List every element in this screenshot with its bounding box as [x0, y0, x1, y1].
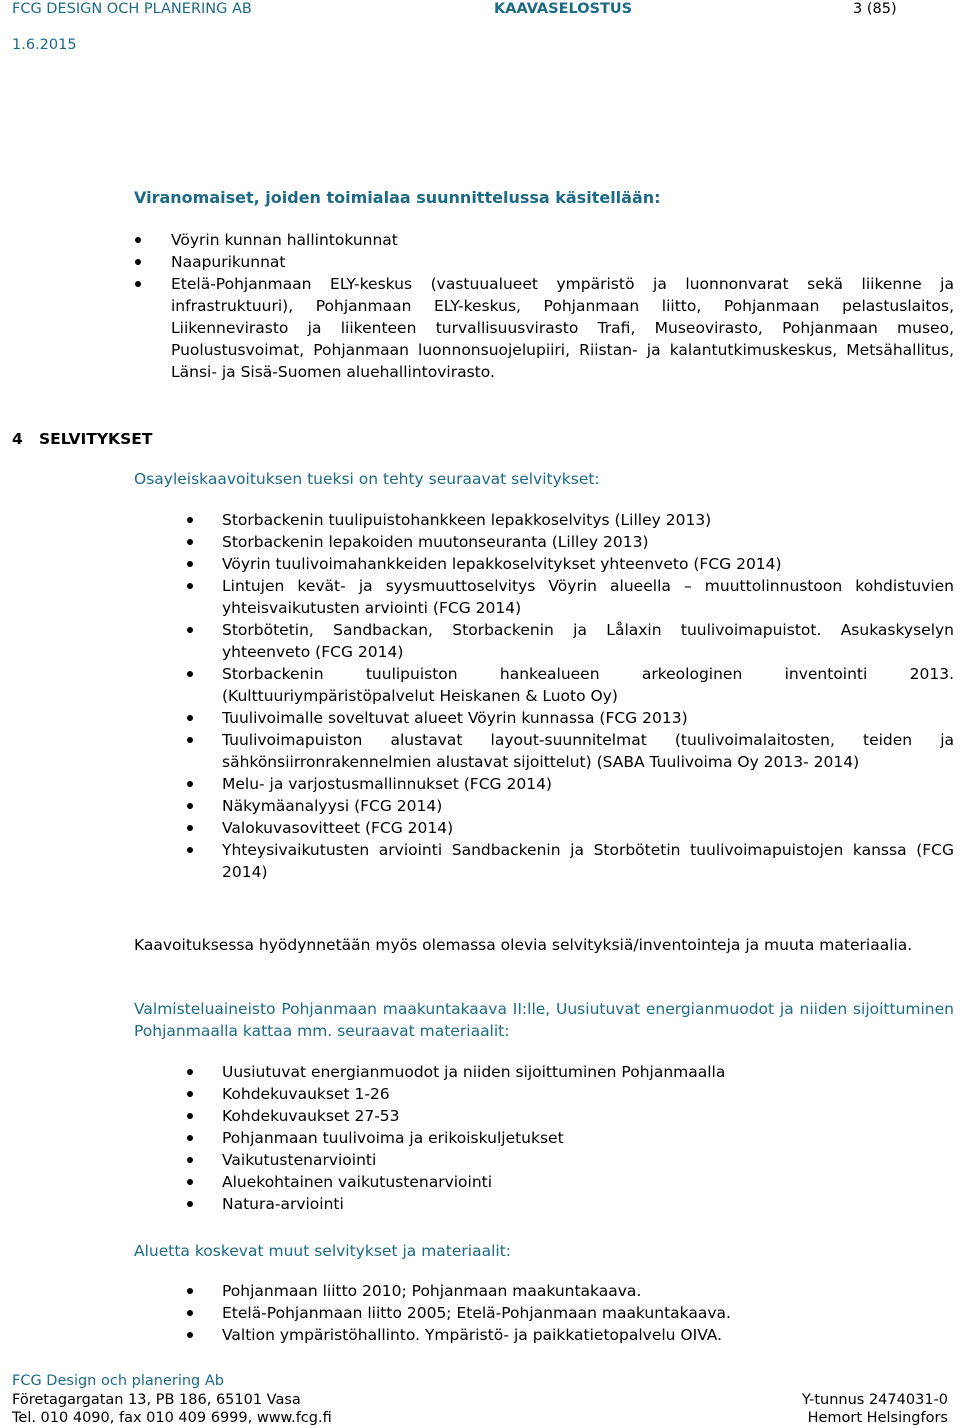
list-item: Uusiutuvat energianmuodot ja niiden sijoittuminen Pohjanmaalla	[184, 1061, 954, 1083]
list-item: Valokuvasovitteet (FCG 2014)	[184, 817, 954, 839]
bullet-icon	[187, 517, 193, 523]
section-title: SELVITYKSET	[39, 430, 153, 448]
bullet-icon	[135, 237, 141, 243]
bullet-icon	[187, 583, 193, 589]
area-materials-list	[184, 1280, 954, 1346]
bullet-icon	[187, 825, 193, 831]
footer-business-id: Y-tunnus 2474031-0	[801, 1392, 948, 1408]
studies-intro: Osayleiskaavoituksen tueksi on tehty seuraavat selvitykset:	[134, 470, 600, 488]
bullet-icon	[187, 671, 193, 677]
header-date: 1.6.2015	[12, 37, 77, 53]
list-item: Vöyrin tuulivoimahankkeiden lepakkoselvitykset yhteenveto (FCG 2014)	[184, 553, 954, 575]
list-item: Naapurikunnat	[134, 251, 954, 273]
area-materials-intro: Aluetta koskevat muut selvitykset ja materiaalit:	[134, 1242, 511, 1260]
footer-address: Företagargatan 13, PB 186, 65101 Vasa	[12, 1392, 301, 1408]
bullet-icon	[135, 281, 141, 287]
footer-contact: Tel. 010 4090, fax 010 409 6999, www.fcg.fi	[12, 1410, 332, 1426]
list-item: Valtion ympäristöhallinto. Ympäristö- ja paikkatietopalvelu OIVA.	[184, 1324, 954, 1346]
header-company: FCG DESIGN OCH PLANERING AB	[12, 1, 252, 17]
header-page-number: 3 (85)	[853, 1, 897, 17]
header-doc-title: KAAVASELOSTUS	[494, 1, 633, 17]
list-item: Storbackenin tuulipuiston hankealueen arkeologinen inventointi 2013. (Kulttuuriympäristöpalvelut Heiskanen & Luoto Oy)	[184, 663, 954, 707]
bullet-icon	[187, 1310, 193, 1316]
bullet-icon	[187, 1288, 193, 1294]
bullet-icon	[187, 1135, 193, 1141]
bullet-icon	[187, 847, 193, 853]
bullet-icon	[187, 715, 193, 721]
list-item: Tuulivoimalle soveltuvat alueet Vöyrin kunnassa (FCG 2013)	[184, 707, 954, 729]
section-heading	[12, 428, 152, 450]
list-item: Lintujen kevät- ja syysmuuttoselvitys Vöyrin alueella – muuttolinnustoon kohdistuvien yhteisvaikutusten arviointi (FCG 2014)	[184, 575, 954, 619]
bullet-icon	[187, 737, 193, 743]
list-item: Storbackenin tuulipuistohankkeen lepakkoselvitys (Lilley 2013)	[184, 509, 954, 531]
bullet-icon	[187, 1091, 193, 1097]
regional-plan-list	[184, 1061, 954, 1215]
bullet-icon	[187, 539, 193, 545]
footer-company: FCG Design och planering Ab	[12, 1373, 224, 1389]
authorities-heading: Viranomaiset, joiden toimialaa suunnittelussa käsitellään:	[134, 188, 661, 207]
section-number: 4	[12, 430, 23, 448]
bullet-icon	[187, 781, 193, 787]
bullet-icon	[187, 1069, 193, 1075]
bullet-icon	[187, 803, 193, 809]
list-item: Yhteysivaikutusten arviointi Sandbackenin ja Storbötetin tuulivoimapuistojen kanssa (FCG 2014)	[184, 839, 954, 883]
list-item: Etelä-Pohjanmaan liitto 2005; Etelä-Pohjanmaan maakuntakaava.	[184, 1302, 954, 1324]
bullet-icon	[187, 561, 193, 567]
list-item: Pohjanmaan liitto 2010; Pohjanmaan maakuntakaava.	[184, 1280, 954, 1302]
list-item: Aluekohtainen vaikutustenarviointi	[184, 1171, 954, 1193]
list-item: Storbötetin, Sandbackan, Storbackenin ja Lålaxin tuulivoimapuistot. Asukaskyselyn yhteenveto (FCG 2014)	[184, 619, 954, 663]
footer-domicile: Hemort Helsingfors	[807, 1410, 948, 1426]
list-item: Kohdekuvaukset 1-26	[184, 1083, 954, 1105]
list-item: Natura-arviointi	[184, 1193, 954, 1215]
list-item: Etelä-Pohjanmaan ELY-keskus (vastuualueet ympäristö ja luonnonvarat sekä liikenne ja infrastruktuuri), Pohjanmaan ELY-keskus, Pohjanmaan liitto, Pohjanmaan pelastuslaitos, Liikennevirasto ja liikenteen turvallisuusvirasto Trafi, Museovirasto, Pohjanmaan museo, Puolustusvoimat, Pohjanmaan luonnonsuojelupiiri, Riistan- ja kalantutkimuskeskus, Metsähallitus, Länsi- ja Sisä-Suomen aluehallintovirasto.	[134, 273, 954, 383]
bullet-icon	[187, 1157, 193, 1163]
bullet-icon	[187, 1332, 193, 1338]
other-materials-note: Kaavoituksessa hyödynnetään myös olemassa olevia selvityksiä/inventointeja ja muuta materiaalia.	[134, 936, 913, 954]
list-item: Vaikutustenarviointi	[184, 1149, 954, 1171]
list-item: Vöyrin kunnan hallintokunnat	[134, 229, 954, 251]
bullet-icon	[187, 1201, 193, 1207]
list-item: Tuulivoimapuiston alustavat layout-suunnitelmat (tuulivoimalaitosten, teiden ja sähkönsiirronrakennelmien alustavat sijoittelut) (SABA Tuulivoima Oy 2013- 2014)	[184, 729, 954, 773]
authorities-list	[134, 229, 954, 383]
bullet-icon	[135, 259, 141, 265]
bullet-icon	[187, 1113, 193, 1119]
regional-plan-intro: Valmisteluaineisto Pohjanmaan maakuntakaava II:lle, Uusiutuvat energianmuodot ja niiden sijoittuminen Pohjanmaalla kattaa mm. seuraavat materiaalit:	[134, 1000, 954, 1040]
list-item: Pohjanmaan tuulivoima ja erikoiskuljetukset	[184, 1127, 954, 1149]
bullet-icon	[187, 1179, 193, 1185]
list-item: Kohdekuvaukset 27-53	[184, 1105, 954, 1127]
studies-list	[184, 509, 954, 883]
list-item: Storbackenin lepakoiden muutonseuranta (Lilley 2013)	[184, 531, 954, 553]
list-item: Melu- ja varjostusmallinnukset (FCG 2014)	[184, 773, 954, 795]
list-item: Näkymäanalyysi (FCG 2014)	[184, 795, 954, 817]
bullet-icon	[187, 627, 193, 633]
